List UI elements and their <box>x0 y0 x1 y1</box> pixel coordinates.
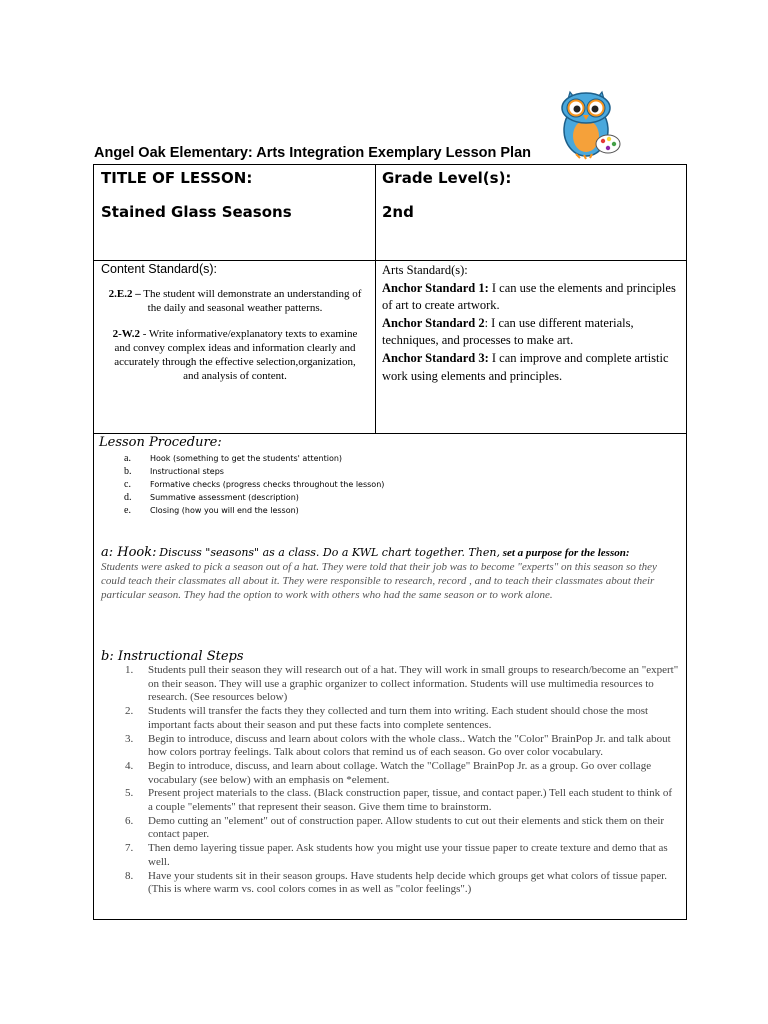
page-title: Angel Oak Elementary: Arts Integration Exemplary Lesson Plan <box>94 145 532 161</box>
hook-intro: Discuss "seasons" as a class. Do a KWL chart together. Then, <box>159 546 500 559</box>
procedure-section <box>99 435 683 517</box>
content-standard-1 <box>101 287 369 315</box>
hook-label: a: Hook: <box>101 545 157 560</box>
content-standards-label: Content Standard(s): <box>101 262 218 276</box>
hook-purpose: set a purpose for the lesson: <box>502 547 630 559</box>
list-item: d. Summative assessment (description) <box>124 492 299 503</box>
content-standard-2-text: - Write informative/explanatory texts to examine and convey complex ideas and information clearly and accurately through the effective selection,organization, and analysis of content. <box>114 328 358 382</box>
list-item: b. Instructional steps <box>124 466 224 477</box>
content-standard-2 <box>101 327 369 383</box>
lesson-plan-table <box>93 164 687 920</box>
list-item: e. Closing (how you will end the lesson) <box>124 505 299 516</box>
arts-standard-3: Anchor Standard 3: I can improve and complete artistic work using elements and principles. <box>382 350 669 383</box>
lesson-title-cell <box>101 169 371 221</box>
procedure-title: Lesson Procedure: <box>99 435 222 450</box>
content-standard-2-code: 2-W.2 <box>112 328 140 340</box>
list-item: 2. Students will transfer the facts they they collected and turn them into writing. Each student should chose the most important facts about their season and put these facts into complete sentences. <box>125 705 649 731</box>
content-standard-1-code: 2.E.2 – <box>108 288 141 300</box>
list-item: c. Formative checks (progress checks throughout the lesson) <box>124 479 385 490</box>
hook-section <box>101 545 681 603</box>
list-item: 7. Then demo layering tissue paper. Ask students how you might use your tissue paper to create texture and demo that as well. <box>125 842 668 868</box>
grade-level-label: Grade Level(s): <box>382 169 512 187</box>
instructional-steps-section <box>101 649 679 897</box>
arts-standards-cell <box>382 262 682 385</box>
hook-body: Students were asked to pick a season out of a hat. They were told that their job was to become "experts" on this season so they could teach their classmates all about it. They were responsible to research, record , and to teach their classmates about their particular season. They had the option to work with others who had the same season or to work alone. <box>101 561 657 602</box>
lesson-title-label: TITLE OF LESSON: <box>101 169 253 187</box>
list-item: 4. Begin to introduce, discuss, and learn about collage. Watch the "Collage" BrainPop Jr. as a group. Go over collage vocabulary (see below) with an emphasis on *element. <box>125 759 652 786</box>
grade-level: 2nd <box>382 203 414 221</box>
owl-with-palette-icon <box>556 84 622 160</box>
instructional-steps-list <box>101 664 679 897</box>
procedure-list <box>124 452 683 517</box>
list-item: a. Hook (something to get the students' attention) <box>124 453 343 464</box>
lesson-title: Stained Glass Seasons <box>101 203 292 221</box>
arts-standards-label: Arts Standard(s): <box>382 263 468 277</box>
content-standard-1-text: The student will demonstrate an understanding of the daily and seasonal weather patterns. <box>140 288 362 314</box>
instructional-steps-title: b: Instructional Steps <box>101 649 244 664</box>
content-standards-cell <box>101 262 369 383</box>
list-item: 1. Students pull their season they will research out of a hat. They will work in small groups to research/become an "expert" on their season. They will use a graphic organizer to collect information. Students will use multimedia resources to research. (See resources below) <box>125 664 679 704</box>
arts-standard-2: Anchor Standard 2: I can use different materials, techniques, and processes to make art. <box>382 315 634 348</box>
list-item: 3. Begin to introduce, discuss and learn about colors with the whole class.. Watch the "Color" BrainPop Jr. and talk about how colors portray feelings. Talk about colors that remind us of each season. Go over color vocabulary. <box>125 732 671 759</box>
list-item: 8. Have your students sit in their season groups. Have students help decide which groups get what colors of tissue paper. (This is where warm vs. cool colors comes in as well as "color feelings".) <box>125 869 668 896</box>
arts-standard-1: Anchor Standard 1: I can use the elements and principles of art to create artwork. <box>382 280 676 313</box>
list-item: 6. Demo cutting an "element" out of construction paper. Allow students to cut out their elements and stick them on their contact paper. <box>125 814 665 841</box>
hook-heading <box>101 545 681 560</box>
grade-level-cell <box>382 169 682 221</box>
list-item: 5. Present project materials to the class. (Black construction paper, tissue, and contact paper.) Tell each student to think of a couple "elements" that represent their season. Give them time to brainstorm. <box>125 787 672 814</box>
